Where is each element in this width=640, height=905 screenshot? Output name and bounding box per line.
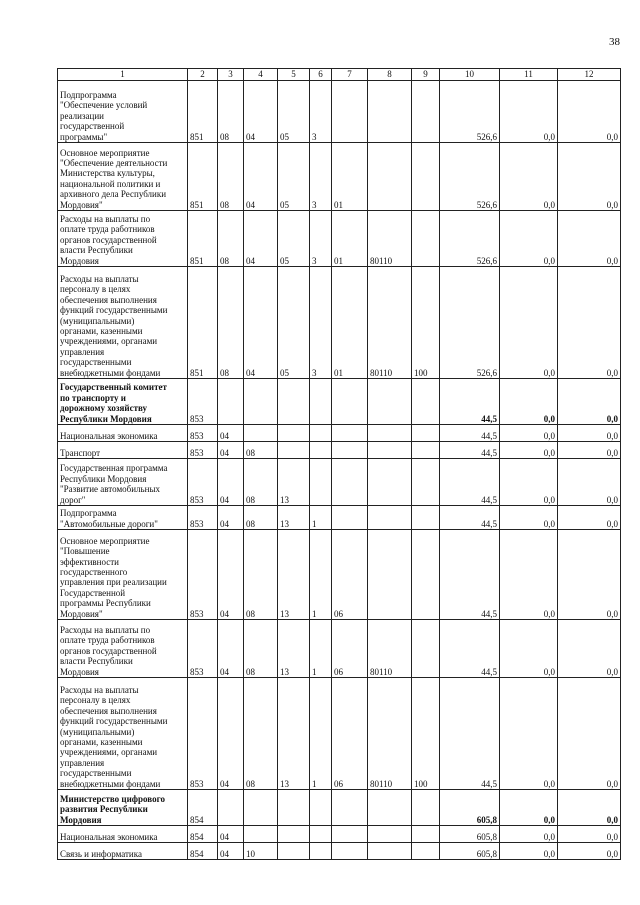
program-code: 13 [278,459,310,506]
amount-2023: 0,0 [558,678,621,790]
section-code: 04 [218,843,244,860]
subprogram-code: 1 [310,678,332,790]
program-code: 05 [278,81,310,143]
ministry-code: 853 [188,379,218,425]
subprogram-code [310,442,332,459]
ministry-code: 851 [188,81,218,143]
table-row [58,143,621,211]
column-header: 2 [188,69,218,81]
amount-2022: 0,0 [500,506,558,530]
table-row [58,267,621,379]
column-number-row [58,69,621,81]
expense-type-code: 100 [412,267,440,379]
section-code: 04 [218,459,244,506]
expense-direction-code: 80110 [368,211,412,267]
amount-2022: 0,0 [500,442,558,459]
section-code: 04 [218,442,244,459]
column-header: 11 [500,69,558,81]
row-name: Расходы на выплаты по оплате труда работников органов государственной власти Республики Мордовия [58,620,188,678]
event-code: 01 [332,267,368,379]
expense-direction-code [368,843,412,860]
table-row [58,843,621,860]
subsection-code [244,826,278,843]
subprogram-code: 3 [310,81,332,143]
expense-type-code [412,211,440,267]
amount-2021: 526,6 [440,267,500,379]
page-number: 38 [609,36,620,48]
program-code [278,379,310,425]
amount-2022: 0,0 [500,81,558,143]
amount-2022: 0,0 [500,143,558,211]
program-code: 05 [278,143,310,211]
expense-type-code [412,506,440,530]
column-header: 9 [412,69,440,81]
amount-2021: 44,5 [440,620,500,678]
table-row [58,211,621,267]
expense-direction-code [368,530,412,620]
table-row [58,620,621,678]
program-code: 13 [278,506,310,530]
subprogram-code [310,425,332,442]
subsection-code: 04 [244,267,278,379]
event-code [332,81,368,143]
subprogram-code: 1 [310,506,332,530]
row-name: Национальная экономика [58,826,188,843]
expense-type-code [412,790,440,826]
event-code [332,790,368,826]
row-name: Транспорт [58,442,188,459]
program-code [278,790,310,826]
amount-2023: 0,0 [558,81,621,143]
row-name: Расходы на выплаты персоналу в целях обеспечения выполнения функций государственными (муниципальными) органами, казенными учреждениями, органами управления государственными внебюджетными фондами [58,678,188,790]
amount-2022: 0,0 [500,826,558,843]
event-code [332,425,368,442]
section-code [218,379,244,425]
subsection-code: 08 [244,620,278,678]
ministry-code: 851 [188,267,218,379]
column-header: 12 [558,69,621,81]
subprogram-code: 3 [310,211,332,267]
table-row [58,506,621,530]
subsection-code: 04 [244,81,278,143]
program-code: 05 [278,267,310,379]
amount-2021: 605,8 [440,826,500,843]
amount-2021: 605,8 [440,790,500,826]
amount-2023: 0,0 [558,211,621,267]
amount-2023: 0,0 [558,506,621,530]
row-name: Подпрограмма "Обеспечение условий реализации государственной программы" [58,81,188,143]
table-row [58,678,621,790]
amount-2021: 44,5 [440,442,500,459]
subsection-code [244,425,278,442]
expense-direction-code: 80110 [368,620,412,678]
table-row [58,459,621,506]
ministry-code: 854 [188,826,218,843]
section-code: 04 [218,425,244,442]
program-code [278,442,310,459]
amount-2022: 0,0 [500,678,558,790]
subsection-code: 08 [244,442,278,459]
section-code: 08 [218,211,244,267]
amount-2022: 0,0 [500,843,558,860]
amount-2023: 0,0 [558,442,621,459]
event-code [332,506,368,530]
ministry-code: 853 [188,678,218,790]
row-name: Связь и информатика [58,843,188,860]
subprogram-code [310,826,332,843]
section-code: 04 [218,678,244,790]
amount-2023: 0,0 [558,459,621,506]
ministry-code: 853 [188,620,218,678]
column-header: 8 [368,69,412,81]
event-code [332,459,368,506]
expense-type-code [412,826,440,843]
expense-type-code [412,425,440,442]
ministry-code: 853 [188,459,218,506]
section-code: 08 [218,143,244,211]
ministry-code: 851 [188,211,218,267]
row-name: Министерство цифрового развития Республики Мордовия [58,790,188,826]
expense-direction-code [368,425,412,442]
amount-2023: 0,0 [558,143,621,211]
section-code [218,790,244,826]
amount-2021: 44,5 [440,425,500,442]
subprogram-code [310,459,332,506]
subprogram-code [310,379,332,425]
table-row [58,379,621,425]
expense-type-code [412,843,440,860]
program-code [278,843,310,860]
amount-2021: 44,5 [440,379,500,425]
row-name: Расходы на выплаты персоналу в целях обеспечения выполнения функций государственными (муниципальными) органами, казенными учреждениями, органами управления государственными внебюджетными фондами [58,267,188,379]
event-code [332,442,368,459]
program-code: 13 [278,620,310,678]
row-name: Подпрограмма "Автомобильные дороги" [58,506,188,530]
row-name: Государственный комитет по транспорту и дорожному хозяйству Республики Мордовия [58,379,188,425]
event-code [332,826,368,843]
subsection-code: 04 [244,211,278,267]
section-code: 04 [218,826,244,843]
expense-direction-code: 80110 [368,678,412,790]
expense-direction-code [368,81,412,143]
subsection-code [244,379,278,425]
table-row [58,442,621,459]
section-code: 08 [218,81,244,143]
column-header: 3 [218,69,244,81]
expense-direction-code [368,442,412,459]
column-header: 10 [440,69,500,81]
amount-2023: 0,0 [558,790,621,826]
expense-direction-code [368,506,412,530]
amount-2021: 605,8 [440,843,500,860]
budget-table [57,68,621,860]
ministry-code: 853 [188,530,218,620]
expense-direction-code [368,459,412,506]
row-name: Основное мероприятие "Повышение эффективности государственного управления при реализации Государственной программы Республики Мордовия" [58,530,188,620]
amount-2023: 0,0 [558,826,621,843]
section-code: 08 [218,267,244,379]
subsection-code: 08 [244,678,278,790]
expense-type-code [412,620,440,678]
amount-2021: 526,6 [440,143,500,211]
ministry-code: 854 [188,790,218,826]
ministry-code: 853 [188,425,218,442]
amount-2021: 44,5 [440,459,500,506]
subsection-code: 10 [244,843,278,860]
ministry-code: 851 [188,143,218,211]
amount-2022: 0,0 [500,530,558,620]
expense-direction-code [368,826,412,843]
amount-2022: 0,0 [500,459,558,506]
event-code: 06 [332,530,368,620]
table-row [58,530,621,620]
row-name: Расходы на выплаты по оплате труда работников органов государственной власти Республики Мордовия [58,211,188,267]
amount-2021: 44,5 [440,530,500,620]
amount-2023: 0,0 [558,379,621,425]
row-name: Национальная экономика [58,425,188,442]
column-header: 4 [244,69,278,81]
program-code [278,425,310,442]
section-code: 04 [218,530,244,620]
table-row [58,826,621,843]
section-code: 04 [218,506,244,530]
subsection-code: 08 [244,506,278,530]
amount-2023: 0,0 [558,267,621,379]
section-code: 04 [218,620,244,678]
ministry-code: 854 [188,843,218,860]
program-code: 13 [278,530,310,620]
column-header: 7 [332,69,368,81]
subsection-code: 08 [244,530,278,620]
table-body [58,81,621,860]
subprogram-code: 1 [310,620,332,678]
expense-type-code [412,81,440,143]
amount-2023: 0,0 [558,530,621,620]
expense-type-code [412,379,440,425]
amount-2021: 44,5 [440,678,500,790]
ministry-code: 853 [188,506,218,530]
subsection-code [244,790,278,826]
table-row [58,425,621,442]
subsection-code: 08 [244,459,278,506]
subsection-code: 04 [244,143,278,211]
subprogram-code: 1 [310,530,332,620]
subprogram-code [310,790,332,826]
table-row [58,790,621,826]
event-code [332,379,368,425]
amount-2022: 0,0 [500,620,558,678]
expense-direction-code: 80110 [368,267,412,379]
subprogram-code: 3 [310,143,332,211]
row-name: Государственная программа Республики Мордовия "Развитие автомобильных дорог" [58,459,188,506]
amount-2022: 0,0 [500,267,558,379]
amount-2022: 0,0 [500,211,558,267]
event-code: 01 [332,211,368,267]
expense-direction-code [368,790,412,826]
ministry-code: 853 [188,442,218,459]
table-row [58,81,621,143]
program-code: 05 [278,211,310,267]
event-code: 06 [332,620,368,678]
expense-type-code [412,530,440,620]
column-header: 6 [310,69,332,81]
amount-2023: 0,0 [558,843,621,860]
column-header: 5 [278,69,310,81]
subprogram-code: 3 [310,267,332,379]
expense-type-code [412,459,440,506]
program-code [278,826,310,843]
expense-direction-code [368,143,412,211]
amount-2022: 0,0 [500,425,558,442]
amount-2021: 526,6 [440,81,500,143]
expense-type-code: 100 [412,678,440,790]
event-code: 01 [332,143,368,211]
row-name: Основное мероприятие "Обеспечение деятельности Министерства культуры, национальной политики и архивного дела Республики Мордовия" [58,143,188,211]
amount-2023: 0,0 [558,425,621,442]
event-code [332,843,368,860]
program-code: 13 [278,678,310,790]
amount-2021: 44,5 [440,506,500,530]
event-code: 06 [332,678,368,790]
subprogram-code [310,843,332,860]
expense-type-code [412,143,440,211]
amount-2023: 0,0 [558,620,621,678]
expense-type-code [412,442,440,459]
amount-2022: 0,0 [500,790,558,826]
amount-2022: 0,0 [500,379,558,425]
column-header: 1 [58,69,188,81]
expense-direction-code [368,379,412,425]
amount-2021: 526,6 [440,211,500,267]
